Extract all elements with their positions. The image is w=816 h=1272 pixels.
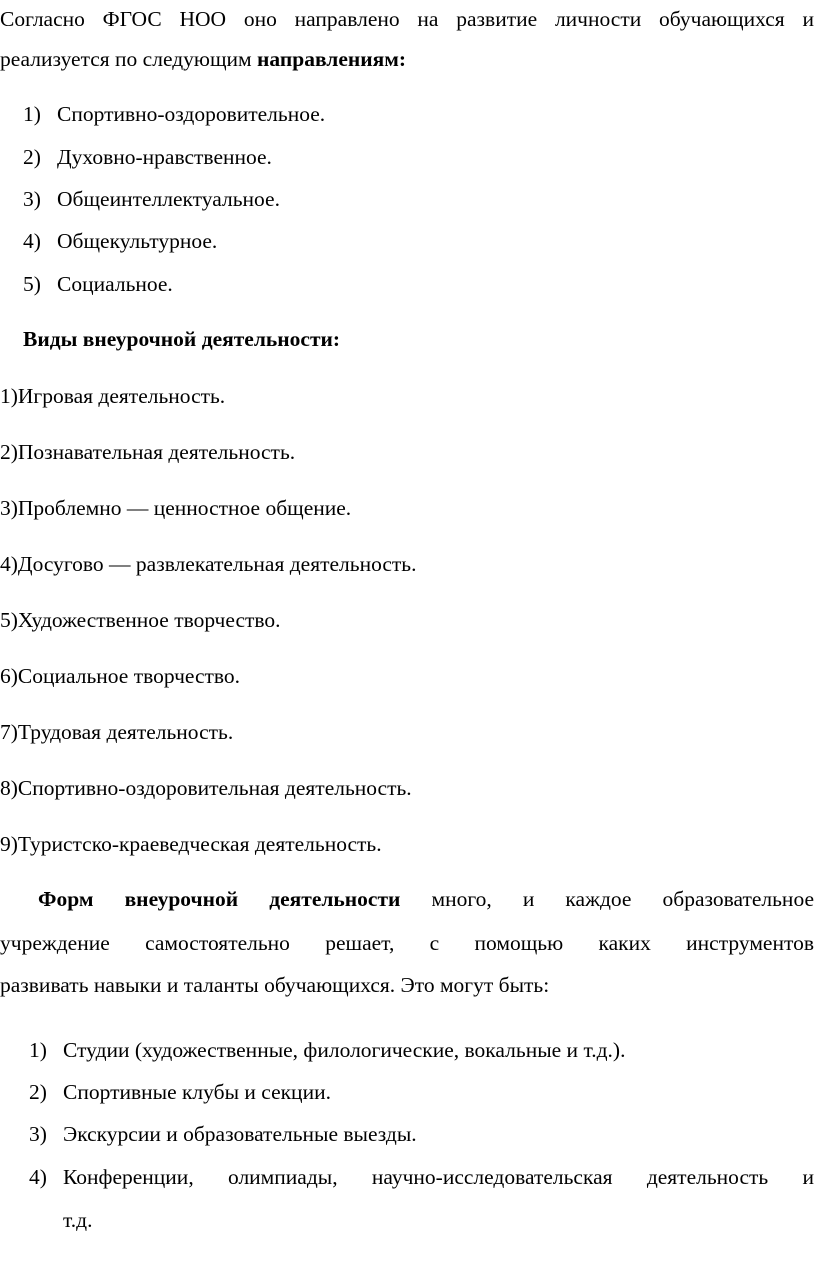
intro-line-2-text: реализуется по следующим — [0, 47, 257, 71]
list-item-text: Общекультурное. — [57, 229, 218, 253]
list-item-number: 3) — [23, 187, 41, 211]
forms-paragraph-line-3: развивать навыки и таланты обучающихся. Это могут быть: — [0, 973, 550, 997]
list-item-number: 4) — [23, 229, 41, 253]
activity-item: 4)Досугово — развлекательная деятельность. — [0, 552, 417, 576]
activity-item: 6)Социальное творчество. — [0, 664, 241, 688]
list-item-number: 2) — [23, 145, 41, 169]
forms-label: Форм внеурочной деятельности — [38, 887, 401, 911]
list-item-text: Конференции, олимпиады, научно-исследовательская деятельность и — [63, 1165, 814, 1189]
list-item-text: Общеинтеллектуальное. — [57, 187, 280, 211]
activity-item: 5)Художественное творчество. — [0, 608, 281, 632]
activities-heading: Виды внеурочной деятельности: — [23, 327, 341, 351]
activity-item: 1)Игровая деятельность. — [0, 384, 226, 408]
intro-line-2 — [0, 49, 406, 71]
list-item-text: Спортивно-оздоровительное. — [57, 102, 326, 126]
activity-item: 9)Туристско-краеведческая деятельность. — [0, 832, 382, 856]
list-item-text: Духовно-нравственное. — [57, 145, 272, 169]
list-item-text: Социальное. — [57, 272, 173, 296]
activity-item: 3)Проблемно — ценностное общение. — [0, 496, 352, 520]
list-item-number: 3) — [29, 1122, 47, 1146]
activity-item: 2)Познавательная деятельность. — [0, 440, 296, 464]
activity-item: 7)Трудовая деятельность. — [0, 720, 234, 744]
list-item-text: Спортивные клубы и секции. — [63, 1080, 331, 1104]
list-item-number: 4) — [29, 1165, 47, 1189]
forms-paragraph-line-2: учреждение самостоятельно решает, с помощью каких инструментов — [0, 931, 814, 955]
list-item-continuation: т.д. — [63, 1208, 93, 1232]
directions-label: направлениям: — [257, 47, 407, 71]
list-item-number: 1) — [29, 1038, 47, 1062]
activity-item: 8)Спортивно-оздоровительная деятельность. — [0, 776, 412, 800]
list-item-number: 2) — [29, 1080, 47, 1104]
intro-line-1: Согласно ФГОС НОО оно направлено на развитие личности обучающихся и — [0, 7, 814, 31]
list-item-text: Студии (художественные, филологические, вокальные и т.д.). — [63, 1038, 626, 1062]
list-item-text: Экскурсии и образовательные выезды. — [63, 1122, 417, 1146]
list-item-number: 5) — [23, 272, 41, 296]
list-item-number: 1) — [23, 102, 41, 126]
forms-paragraph-text: много, и каждое образовательное — [400, 887, 814, 911]
forms-paragraph-line-1 — [38, 889, 814, 911]
